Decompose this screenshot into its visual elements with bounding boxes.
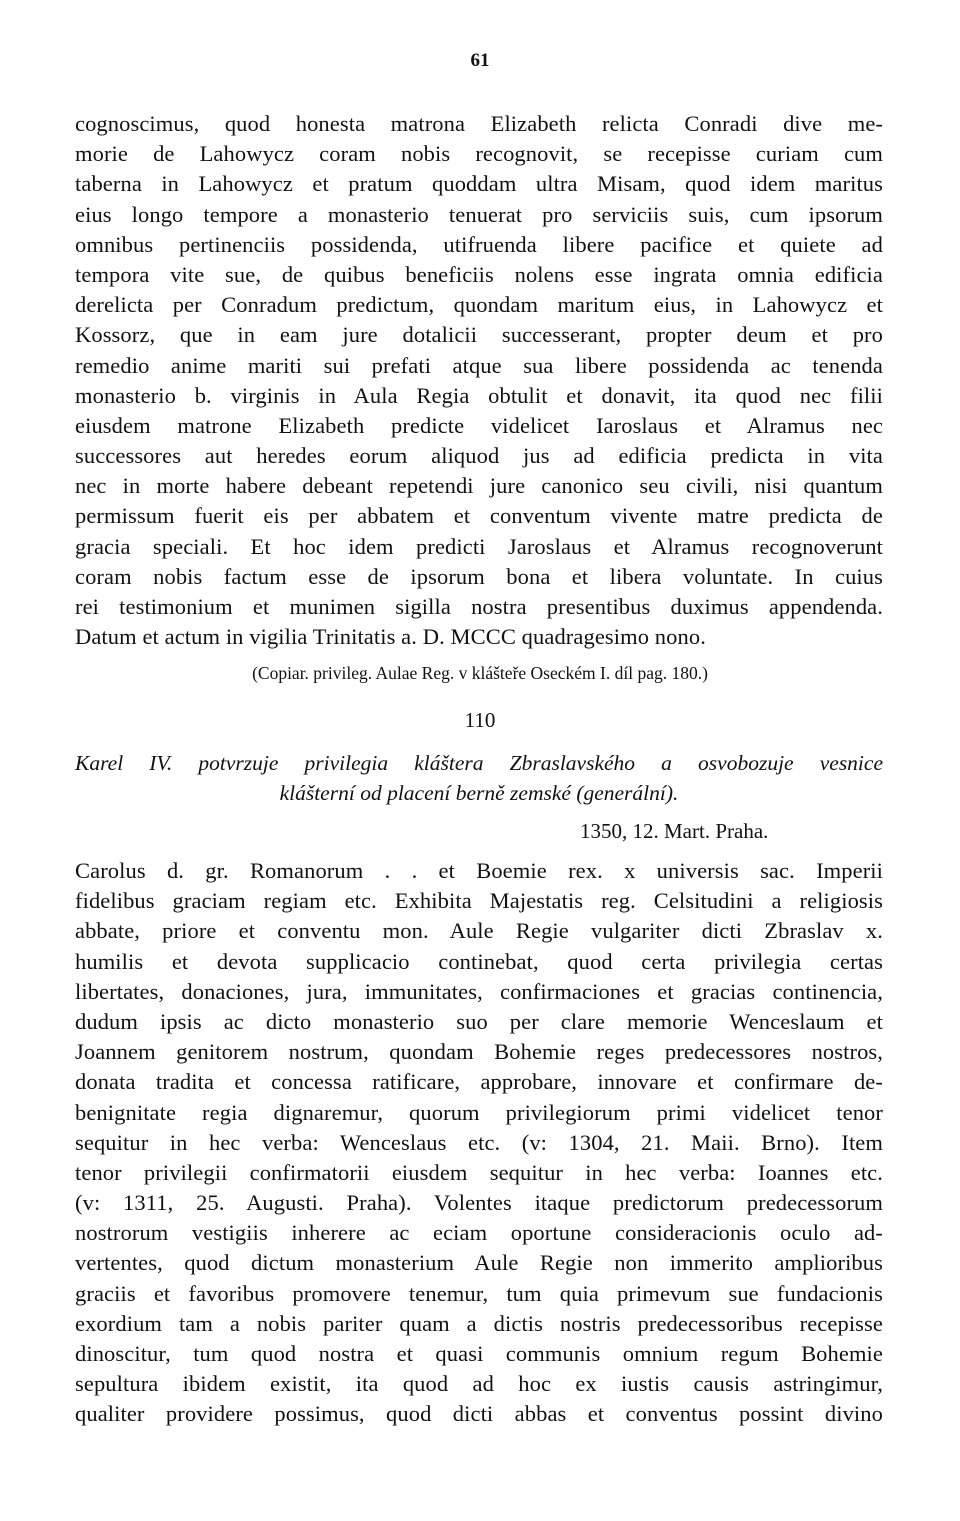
text-line: eius longo tempore a monasterio tenuerat pro serviciis suis, cum ipsorum <box>75 201 883 227</box>
text-line: donata tradita et concessa ratificare, approbare, innovare et confirmare de- <box>75 1069 883 1095</box>
date-place: 1350, 12. Mart. Praha. <box>580 819 769 843</box>
text-line: Datum et actum in vigilia Trinitatis a. D. MCCC quadragesimo nono. <box>75 624 706 650</box>
text-line: coram nobis factum esse de ipsorum bona et libera voluntate. In cuius <box>75 563 883 589</box>
heading-line: Karel IV. potvrzuje privilegia kláštera Zbraslavského a osvobozuje vesnice <box>75 751 883 775</box>
text-line: successores aut heredes eorum aliquod jus ad edificia predicta in vita <box>75 443 883 469</box>
page-number: 61 <box>470 50 490 71</box>
text-line: monasterio b. virginis in Aula Regia obtulit et donavit, ita quod nec filii <box>75 382 883 408</box>
text-line: tenor privilegii confirmatorii eiusdem sequitur in hec verba: Ioannes etc. <box>75 1159 883 1185</box>
text-line: sequitur in hec verba: Wenceslaus etc. (v: 1304, 21. Maii. Brno). Item <box>75 1129 883 1155</box>
text-line: qualiter providere possimus, quod dicti abbas et conventus possint divino <box>75 1401 883 1427</box>
text-line: abbate, priore et conventu mon. Aule Regie vulgariter dicti Zbraslav x. <box>75 918 883 944</box>
text-line: cognoscimus, quod honesta matrona Elizabeth relicta Conradi dive me- <box>75 111 883 136</box>
text-line: dudum ipsis ac dicto monasterio suo per clare memorie Wenceslaum et <box>75 1008 883 1034</box>
text-line: fidelibus graciam regiam etc. Exhibita Majestatis reg. Celsitudini a religiosis <box>75 888 883 914</box>
text-line: taberna in Lahowycz et pratum quoddam ultra Misam, quod idem maritus <box>75 171 883 197</box>
text-line: vertentes, quod dictum monasterium Aule Regie non immerito amplioribus <box>75 1250 883 1276</box>
text-line: remedio anime mariti sui prefati atque sua libere possidenda ac tenenda <box>75 352 883 378</box>
text-line: (v: 1311, 25. Augusti. Praha). Volentes itaque predictorum predecessorum <box>75 1190 883 1216</box>
text-line: gracia speciali. Et hoc idem predicti Jaroslaus et Alramus recognoverunt <box>75 533 883 559</box>
text-line: permissum fuerit eis per abbatem et conventum vivente matre predicta de <box>75 503 883 529</box>
paragraph-previous-charter <box>75 109 883 652</box>
text-line: Carolus d. gr. Romanorum . . et Boemie rex. x universis sac. Imperii <box>75 858 883 883</box>
heading-line: klášterní od placení berně zemské (generální). <box>279 781 679 805</box>
text-line: eiusdem matrone Elizabeth predicte videlicet Iaroslaus et Alramus nec <box>75 412 883 438</box>
text-line: tempora vite sue, de quibus beneficiis nolens esse ingrata omnia edificia <box>75 261 883 287</box>
text-line: sepultura ibidem existit, ita quod ad hoc ex iustis causis astringimur, <box>75 1371 883 1397</box>
text-line: dinoscitur, tum quod nostra et quasi communis omnium regum Bohemie <box>75 1341 883 1366</box>
source-citation: (Copiar. privileg. Aulae Reg. v klášteře Oseckém I. díl pag. 180.) <box>252 663 708 683</box>
text-line: nostrorum vestigiis inherere ac eciam oportune consideracionis oculo ad- <box>75 1220 883 1246</box>
text-line: rei testimonium et munimen sigilla nostra presentibus duximus appendenda. <box>75 594 883 619</box>
text-line: graciis et favoribus promovere tenemur, tum quia primevum sue fundacionis <box>75 1280 883 1306</box>
text-line: humilis et devota supplicacio continebat, quod certa privilegia certas <box>75 948 883 974</box>
text-line: Kossorz, que in eam jure dotalicii successerant, propter deum et pro <box>75 322 883 348</box>
document-heading <box>75 748 883 808</box>
text-line: morie de Lahowycz coram nobis recognovit, se recepisse curiam cum <box>75 141 883 167</box>
text-line: exordium tam a nobis pariter quam a dictis nostris predecessoribus recepisse <box>75 1310 883 1336</box>
text-line: omnibus pertinenciis possidenda, utifruenda libere pacifice et quiete ad <box>75 231 883 257</box>
paragraph-charter-text <box>75 856 883 1430</box>
text-line: Joannem genitorem nostrum, quondam Bohemie reges predecessores nostros, <box>75 1039 883 1065</box>
text-line: derelicta per Conradum predictum, quondam maritum eius, in Lahowycz et <box>75 292 883 318</box>
text-line: libertates, donaciones, jura, immunitates, confirmaciones et gracias continencia, <box>75 978 883 1004</box>
text-line: benignitate regia dignaremur, quorum privilegiorum primi videlicet tenor <box>75 1099 883 1125</box>
document-number: 110 <box>464 708 496 732</box>
text-line: nec in morte habere debeant repetendi jure canonico seu civili, nisi quantum <box>75 473 883 499</box>
